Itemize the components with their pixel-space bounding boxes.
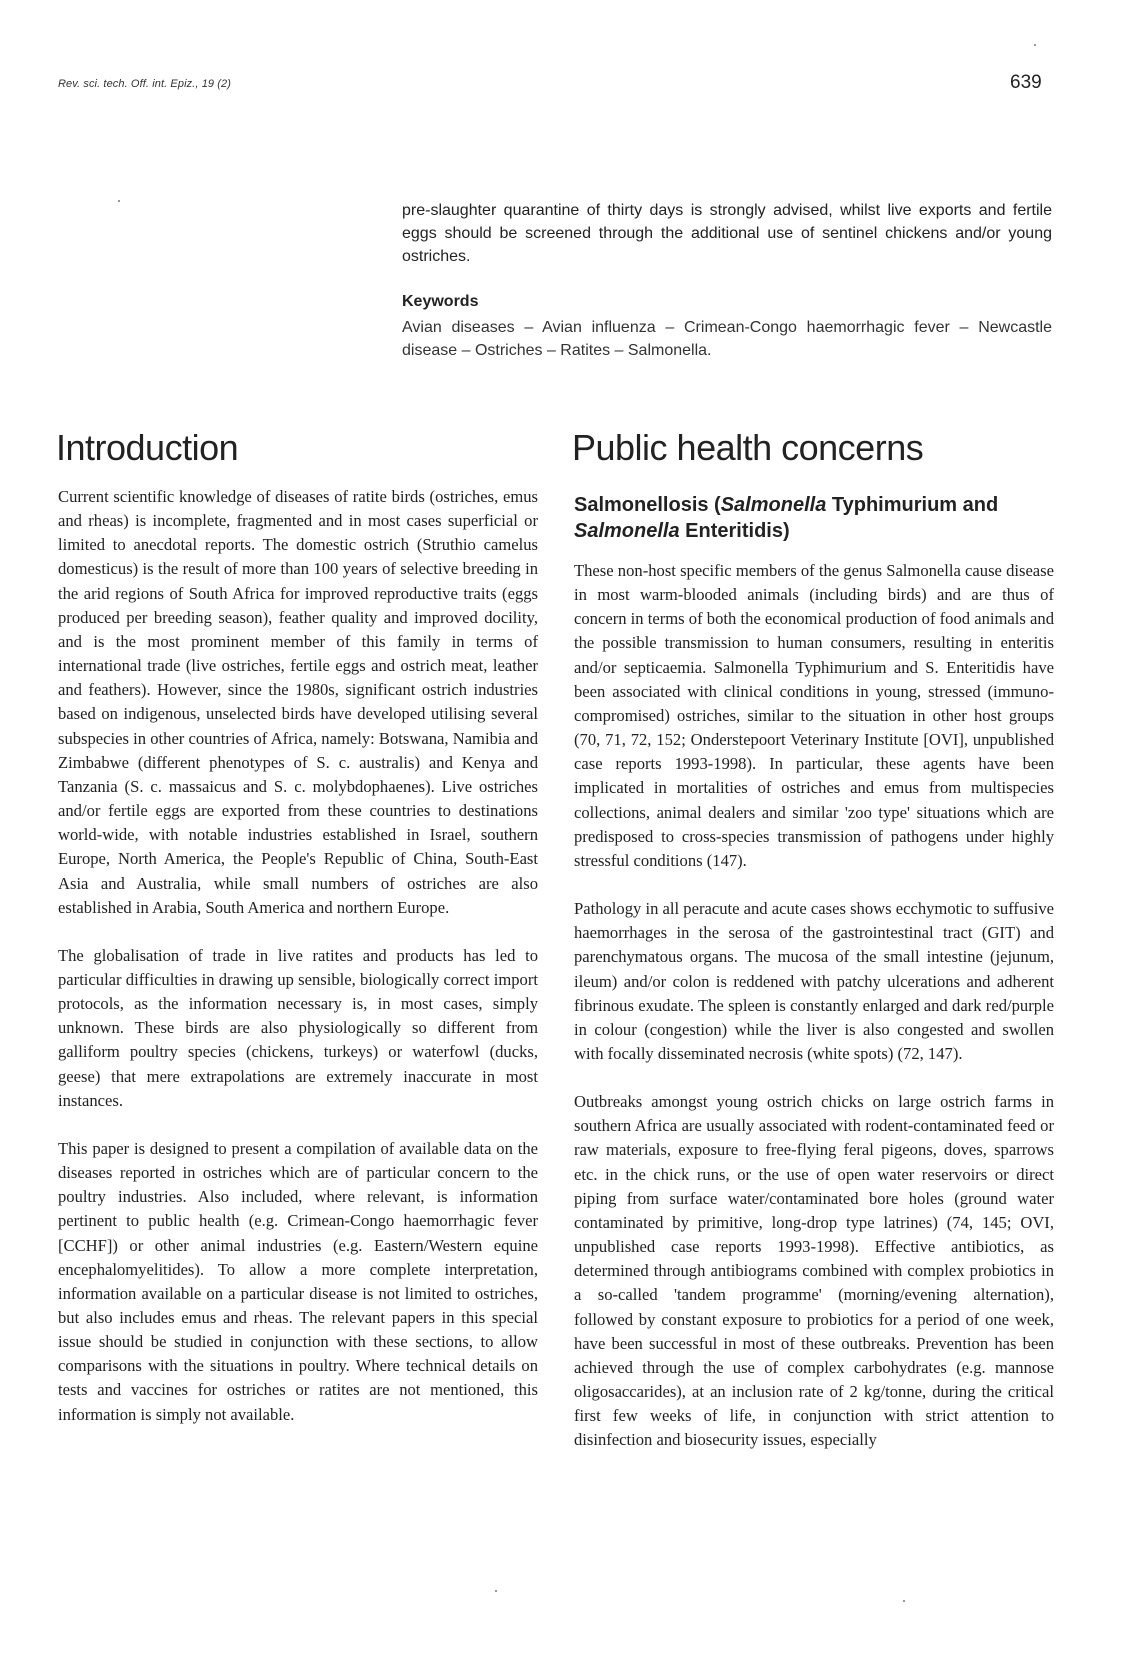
subheading-genus: Salmonella bbox=[720, 494, 827, 516]
public-health-paragraph: Outbreaks amongst young ostrich chicks on large ostrich farms in southern Africa are usually associated with rodent-contaminated feed or raw materials, exposure to free-flying feral pigeons, doves, sparrows etc. in the chick runs, or the use of open water reservoirs or direct piping from surface water/contaminated bore holes (ground water contaminated by primitive, long-drop type latrines) (74, 145; OVI, unpublished case reports 1993-1998). Effective antibiotics, as determined through antibiograms combined with complex probiotics in a so-called 'tandem programme' (morning/evening alternation), followed by constant exposure to probiotics for a period of one week, have been successful in most of these outbreaks. Prevention has been achieved through the use of complex carbohydrates (e.g. mannose oligosaccarides), at an inclusion rate of 2 kg/tonne, during the critical first few weeks of life, in conjunction with strict attention to disinfection and biosecurity issues, especially bbox=[574, 1092, 1054, 1450]
intro-paragraph: Current scientific knowledge of diseases of ratite birds (ostriches, emus and rheas) is incomplete, fragmented and in most cases superficial or limited to anecdotal reports. The domestic ostrich (Struthio camelus domesticus) is the result of more than 100 years of selective breeding in the arid regions of South Africa for improved reproductive traits (eggs produced per breeding season), feather quality and improved docility, and is the most prominent member of this family in terms of international trade (live ostriches, fertile eggs and ostrich meat, leather and feathers). However, since the 1980s, significant ostrich industries based on indigenous, unselected birds have developed utilising several subspecies in other countries of Africa, namely: Botswana, Namibia and Zimbabwe (different phenotypes of S. c. australis) and Kenya and Tanzania (S. c. massaicus and S. c. molybdophaenes). Live ostriches and/or fertile eggs are exported from these countries to destinations world-wide, with notable industries established in Israel, southern Europe, North America, the People's Republic of China, South-East Asia and Australia, while small numbers of ostriches are also established in Arabia, South America and northern Europe. bbox=[58, 487, 538, 917]
scan-speck bbox=[1034, 44, 1036, 46]
abstract-end: pre-slaughter quarantine of thirty days is strongly advised, whilst live exports and fertile eggs should be screened through the additional use of sentinel chickens and/or young ostriches. bbox=[402, 202, 1052, 265]
salmonellosis-subheading bbox=[574, 492, 1054, 544]
scan-speck bbox=[495, 1590, 497, 1592]
journal-citation: Rev. sci. tech. Off. int. Epiz., 19 (2) bbox=[58, 78, 232, 90]
subheading-part: Salmonellosis ( bbox=[574, 494, 721, 516]
keywords-text: Avian diseases – Avian influenza – Crimean-Congo haemorrhagic fever – Newcastle disease – Ostriches – Ratites – Salmonella. bbox=[402, 319, 1052, 359]
intro-paragraph: This paper is designed to present a compilation of available data on the diseases reported in ostriches which are of particular concern to the poultry industries. Also included, where relevant, is information pertinent to public health (e.g. Crimean-Congo haemorrhagic fever [CCHF]) or other animal industries (e.g. Eastern/Western equine encephalomyelitides). To allow a more complete interpretation, information available on a particular disease is not limited to ostriches, but also includes emus and rheas. The relevant papers in this special issue should be studied in conjunction with these sections, to allow comparisons with the situations in poultry. Where technical details on tests and vaccines for ostriches or ratites are not mentioned, this information is simply not available. bbox=[58, 1138, 538, 1424]
keywords-heading: Keywords bbox=[402, 293, 479, 310]
subheading-part: Enteritidis) bbox=[679, 520, 790, 542]
scan-speck bbox=[118, 200, 120, 202]
introduction-title: Introduction bbox=[56, 427, 239, 468]
public-health-body bbox=[574, 559, 1054, 1452]
subheading-genus: Salmonella bbox=[574, 520, 680, 542]
introduction-body bbox=[58, 485, 538, 1427]
intro-paragraph: The globalisation of trade in live ratites and products has led to particular difficulties in drawing up sensible, biologically correct import protocols, as the information necessary is, in most cases, simply unknown. These birds are also physiologically so different from galliform poultry species (chickens, turkeys) or waterfowl (ducks, geese) that mere extrapolations are extremely inaccurate in most instances. bbox=[58, 945, 538, 1110]
page-number: 639 bbox=[1010, 72, 1042, 93]
public-health-paragraph: Pathology in all peracute and acute cases shows ecchymotic to suffusive haemorrhages in the serosa of the gastrointestinal tract (GIT) and parenchymatous organs. The mucosa of the small intestine (jejunum, ileum) and/or colon is reddened with patchy ulcerations and adherent fibrinous exudate. The spleen is constantly enlarged and dark red/purple in colour (congestion) while the liver is also congested and swollen with focally disseminated necrosis (white spots) (72, 147). bbox=[574, 899, 1054, 1063]
public-health-title: Public health concerns bbox=[572, 427, 924, 468]
scan-speck bbox=[903, 1600, 905, 1602]
subheading-part: Typhimurium and bbox=[826, 494, 999, 516]
public-health-paragraph: These non-host specific members of the genus Salmonella cause disease in most warm-blooded animals (including birds) and are thus of concern in terms of both the economical production of food animals and the possible transmission to human consumers, resulting in enteritis and/or septicaemia. Salmonella Typhimurium and S. Enteritidis have been associated with clinical conditions in young, stressed (immuno-compromised) ostriches, similar to the situation in other host groups (70, 71, 72, 152; Onderstepoort Veterinary Institute [OVI], unpublished case reports 1993-1998). In particular, these agents have been implicated in mortalities of ostriches and emus from multispecies collections, animal dealers and similar 'zoo type' situations which are predisposed to cross-species transmission of pathogens under highly stressful conditions (147). bbox=[574, 561, 1054, 870]
